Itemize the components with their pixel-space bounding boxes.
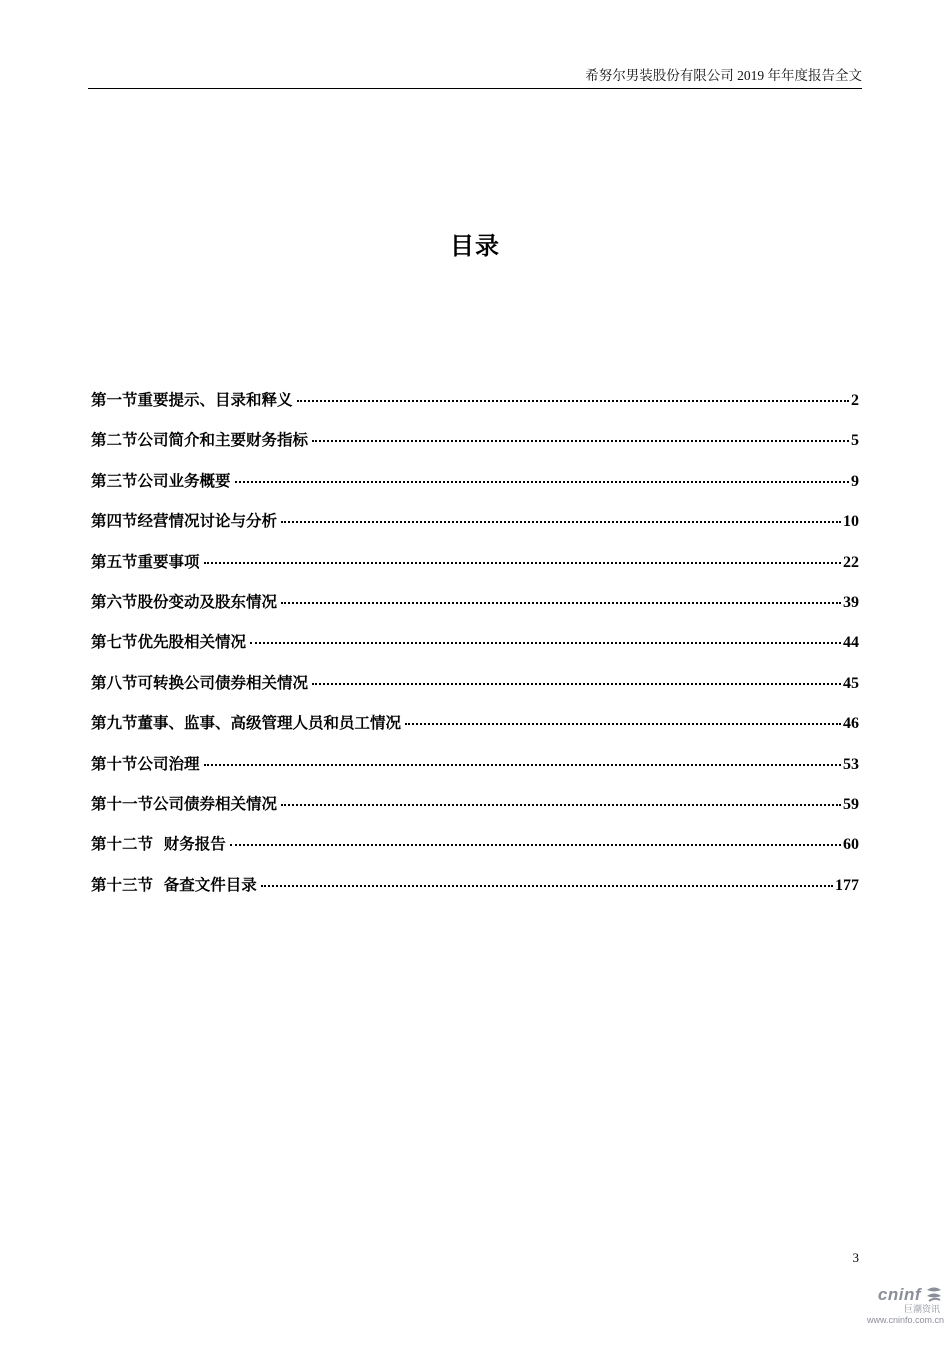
toc-entry-label: 第四节经营情况讨论与分析 (91, 512, 278, 531)
toc-entry-page: 60 (843, 836, 859, 854)
toc-entry-page: 9 (851, 472, 859, 490)
toc-entry-label: 第二节公司简介和主要财务指标 (91, 431, 309, 450)
watermark-brand: cninf (877, 1285, 921, 1304)
watermark-logo (834, 1285, 944, 1305)
toc-leader-dots (312, 683, 841, 685)
toc-entry[interactable] (91, 509, 859, 549)
page-header (88, 66, 862, 89)
toc-entry-page: 10 (843, 513, 859, 531)
toc-leader-dots (297, 400, 849, 402)
toc-entry-page: 2 (851, 392, 859, 409)
toc-entry-label: 第一节重要提示、目录和释义 (91, 391, 293, 409)
toc-entry[interactable] (91, 711, 859, 751)
toc-entry-label: 第五节重要事项 (91, 552, 200, 571)
toc-entry[interactable] (91, 873, 859, 913)
toc-entry[interactable] (91, 630, 859, 670)
toc-entry[interactable] (91, 752, 859, 792)
toc-entry-page: 44 (843, 634, 859, 652)
toc-entry[interactable] (91, 428, 859, 468)
running-title: 希努尔男装股份有限公司 2019 年年度报告全文 (585, 68, 862, 83)
toc-entry-page: 5 (851, 432, 859, 450)
page-number: 3 (852, 1250, 859, 1265)
toc-entry-label: 第八节可转换公司债券相关情况 (91, 673, 309, 692)
toc-entry-page: 53 (843, 755, 859, 773)
toc-entry-page: 59 (843, 795, 859, 813)
toc-entry[interactable] (91, 671, 859, 711)
toc-leader-dots (281, 602, 841, 604)
toc-entry-page: 45 (843, 674, 859, 692)
toc-entry-label: 第十节公司治理 (91, 754, 200, 773)
toc-title: 目录 (450, 232, 500, 260)
toc-leader-dots (405, 723, 841, 725)
toc-entry-page: 177 (835, 876, 859, 894)
toc-leader-dots (281, 804, 841, 806)
toc-entry-label: 第七节优先股相关情况 (91, 633, 247, 652)
toc-entry[interactable] (91, 590, 859, 630)
toc-entry[interactable] (91, 469, 859, 509)
watermark-brand-cn: 巨潮资讯 (903, 1305, 940, 1315)
toc-entry[interactable] (91, 792, 859, 832)
toc-entry-label: 第三节公司业务概要 (91, 471, 231, 490)
toc-entry-label: 第九节董事、监事、高级管理人员和员工情况 (91, 714, 402, 733)
toc-entry-page: 22 (843, 553, 859, 571)
toc-leader-dots (281, 521, 841, 523)
cninfo-watermark (834, 1285, 944, 1335)
toc-leader-dots (235, 481, 849, 483)
toc-entry-page: 46 (843, 715, 859, 733)
toc-leader-dots (261, 885, 833, 887)
toc-entry-page: 39 (843, 593, 859, 611)
toc-entry-label: 第十三节 备查文件目录 (91, 875, 257, 894)
table-of-contents (91, 388, 859, 913)
toc-entry-label: 第十二节 财务报告 (91, 835, 226, 854)
toc-entry[interactable] (91, 388, 859, 428)
toc-leader-dots (230, 844, 841, 846)
cninfo-logo-icon (924, 1286, 944, 1304)
toc-entry-label: 第六节股份变动及股东情况 (91, 592, 278, 611)
watermark-url: www.cninfo.com.cn (866, 1315, 944, 1325)
toc-entry[interactable] (91, 832, 859, 872)
toc-leader-dots (250, 642, 841, 644)
toc-leader-dots (312, 440, 849, 442)
toc-entry[interactable] (91, 550, 859, 590)
toc-leader-dots (204, 562, 841, 564)
toc-leader-dots (204, 764, 841, 766)
toc-entry-label: 第十一节公司债券相关情况 (91, 794, 278, 813)
